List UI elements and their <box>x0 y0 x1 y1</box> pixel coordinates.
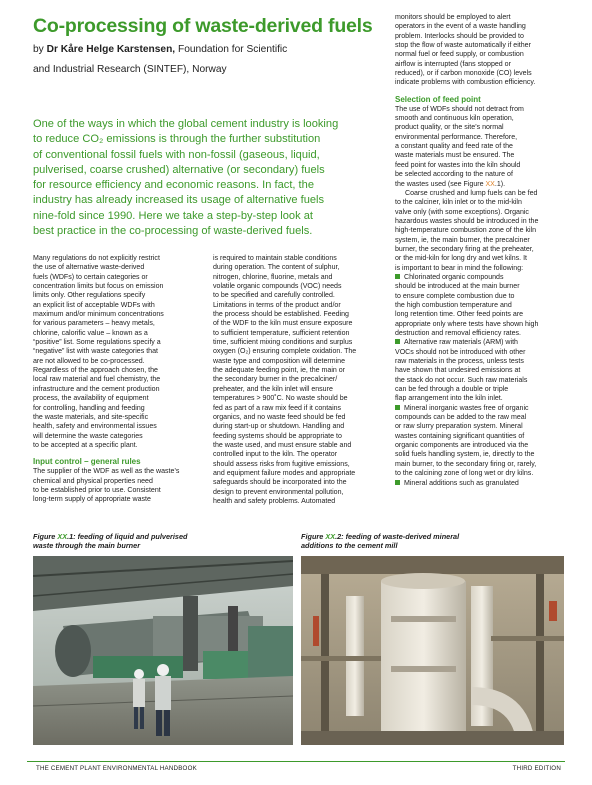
col2-line: Limitations in terms of the product and/or <box>213 301 341 309</box>
col1-line: limits only. Other regulations specify <box>33 292 146 300</box>
lead-line: pulverised, coarse crushed) alternative (or secondary) fuels <box>33 163 325 176</box>
col1-line: will determine the waste categories <box>33 432 143 440</box>
col3-b2-line: the stack do not occur. Such raw materials <box>395 376 528 384</box>
col2-line: volatile organic compounds (VOC) needs <box>213 283 342 291</box>
lead-line: of conventional fossil fuels with non-fossil (gaseous, liquid, <box>33 148 320 161</box>
col2-line: health and safety problems. Automated <box>213 497 336 505</box>
col1-line: for controlling, handling and feeding <box>33 404 145 412</box>
col3b-line: The use of WDFs should not detract from <box>395 105 524 113</box>
col2-line: during operation. The content of sulphur, <box>213 264 340 272</box>
column-3-body-c <box>395 189 570 273</box>
figure-1-text: .1: feeding of liquid and pulverised <box>67 532 188 541</box>
lead-line: industry has already increased its usage of alternative fuels <box>33 194 325 207</box>
col2-line: and equipment failure modes and appropriate <box>213 469 356 477</box>
col2-line: waste type and composition will determine <box>213 357 345 365</box>
col3b-line: feed point for wastes into the kiln should <box>395 161 521 169</box>
col2-line: is required to maintain stable conditions <box>213 255 337 262</box>
col2-line: time, sufficient mixing conditions and surplus <box>213 339 353 347</box>
figure-2-text-2: additions to the cement mill <box>301 541 398 550</box>
col2-line: fed as part of a raw mix feed if it contains <box>213 404 342 412</box>
col1-line: fuels (WDFs) to certain categories or <box>33 273 148 281</box>
col1-line: infrastructure and the cement production <box>33 385 160 393</box>
bullet-marker <box>395 339 400 344</box>
col1b-line: The supplier of the WDF as well as the waste’s <box>33 468 180 476</box>
col3c-line: Coarse crushed and lump fuels can be fed <box>405 189 538 197</box>
col3c-line: hazardous wastes should be introduced in the <box>395 217 539 225</box>
figure-2-number: XX <box>325 532 336 541</box>
article-title: Co-processing of waste-derived fuels <box>33 15 373 37</box>
col1-line: process, the availability of equipment <box>33 395 149 403</box>
col3b-line: smooth and continuous kiln operation, <box>395 115 514 123</box>
col2-line: nitrogen, chlorine, fluorine, metals and <box>213 273 333 281</box>
bullet-marker <box>395 480 400 485</box>
col3b-line: waste materials must be ensured. The <box>395 152 515 160</box>
lead-line: best practice in the co-processing of waste-derived fuels. <box>33 225 313 238</box>
col1b-line: to be established prior to use. Consistent <box>33 486 161 494</box>
figure-2-label: Figure <box>301 532 326 541</box>
col2-line: to be specified and carefully controlled. <box>213 292 335 300</box>
col3b-line: a constant quality and feed rate of the <box>395 143 513 151</box>
col1-line: for various parameters – heavy metals, <box>33 320 155 328</box>
col2-line: design to prevent environmental pollution, <box>213 488 344 496</box>
col1-line: an explicit list of acceptable WDFs with <box>33 301 155 309</box>
col2-line: organics, and no waste feed should be fed <box>213 413 346 421</box>
byline-line-1 <box>33 41 383 58</box>
col3c-line: high-temperature combustion zone of the kiln <box>395 227 537 235</box>
col3-b1-line: destruction and removal efficiency rates. <box>395 330 521 337</box>
figure-2-caption <box>301 532 561 550</box>
footer-left: THE CEMENT PLANT ENVIRONMENTAL HANDBOOK <box>36 765 197 772</box>
col2-line: of the WDF to the kiln must ensure exposure <box>213 320 353 328</box>
col1-line: local raw material and fuel chemistry, the <box>33 376 161 384</box>
column-2 <box>213 254 395 506</box>
col3-b2-line: raw materials in the process, unless tests <box>395 358 524 366</box>
column-3 <box>395 13 570 488</box>
col3a-line: operators in the event of a waste handling <box>395 23 526 31</box>
col2-line: controlled input to the kiln. The operator <box>213 451 338 459</box>
col2-line: preheater, and the kiln inlet will ensure <box>213 385 333 393</box>
col3-b2-line: flap arrangement into the kiln inlet. <box>395 395 503 403</box>
bullet-marker <box>395 274 400 279</box>
bullet-mineral-additions <box>395 479 570 488</box>
col3b-line: be selected according to the nature of <box>395 171 513 179</box>
col3a-line: reduced), or if carbon monoxide (CO) levels <box>395 70 532 78</box>
col2-line: the secondary burner in the precalciner/ <box>213 376 338 384</box>
lead-line: nine-fold since 1990. Here we take a step-by-step look at <box>33 209 313 222</box>
figure-1-caption <box>33 532 273 550</box>
figure-1-photo <box>33 556 293 745</box>
figure-2-text: .2: feeding of waste-derived mineral <box>335 532 460 541</box>
affiliation-2: and Industrial Research (SINTEF), Norway <box>33 64 227 75</box>
col1b-line: long-term supply of appropriate waste <box>33 496 151 504</box>
col3-b1-line: to ensure complete combustion due to <box>395 292 515 300</box>
col3-b3-line: compounds can be added to the raw meal <box>395 414 527 422</box>
col1-line: the waste materials, and site-specific <box>33 413 149 421</box>
col2-line: the waste used, and must ensure stable and <box>213 441 352 449</box>
col2-line: the process should be established. Feeding <box>213 311 349 319</box>
figure-2-photo <box>301 556 564 745</box>
col1-line: concentration limits but focus on emission <box>33 283 164 291</box>
col3c-line: system, ie, the main burner, the precalciner <box>395 236 530 244</box>
col3b-line: environmental performance. Therefore, <box>395 133 518 141</box>
col3-b3-line: solid fuels handling system, ie, directly to the <box>395 451 535 459</box>
col3-b3-line: Mineral inorganic wastes free of organic <box>395 404 570 413</box>
col1-line: maximum and/or minimum concentrations <box>33 311 164 319</box>
col1-line: Regardless of the approach chosen, the <box>33 367 158 375</box>
lead-line: for resource efficiency and economic reasons. In fact, the <box>33 179 314 192</box>
col3a-line: problem. Interlocks should be provided to <box>395 32 524 40</box>
bullet-marker <box>395 405 400 410</box>
col3a-line: indicate problems with combustion efficiency. <box>395 79 536 87</box>
col3b-line: product quality, or the site’s normal <box>395 124 504 132</box>
col2-line: feeding systems should be appropriate to <box>213 432 342 440</box>
column-1 <box>33 254 215 505</box>
col3-b3-line: or raw slurry preparation system. Mineral <box>395 423 523 431</box>
col3a-line: monitors should be employed to alert <box>395 14 511 21</box>
col3a-line: airflow is interrupted (fans stopped or <box>395 60 511 68</box>
col3-b1-line: should be introduced at the main burner <box>395 283 520 291</box>
col2-line: temperatures > 900˚C. No waste should be <box>213 395 348 403</box>
col1-line: the use of alternative waste-derived <box>33 264 145 272</box>
col3-b1-line: Chlorinated organic compounds <box>395 273 570 282</box>
section-heading-input-control: Input control – general rules <box>33 457 141 467</box>
byline-prefix: by <box>33 44 44 55</box>
col2-line: should assess risks from fugitive emissions, <box>213 460 350 468</box>
column-1-body <box>33 254 215 450</box>
col3b-line: the wastes used (see Figure XX.1). <box>395 180 506 188</box>
col3c-line: or the mid-kiln for long dry and wet kilns. It <box>395 255 527 263</box>
col1-line: are not allowed to be co-processed. <box>33 357 145 365</box>
col1-line: chlorine, calorific value – known as a <box>33 329 148 337</box>
column-3-body-a <box>395 13 570 88</box>
col3a-line: stop the flow of waste automatically if either <box>395 42 531 50</box>
col3-b1-line: the high combustion temperature and <box>395 301 512 309</box>
col3c-line: to the calciner, kiln inlet or to the mid-kiln <box>395 199 522 207</box>
lead-line: One of the ways in which the global cement industry is looking <box>33 118 339 130</box>
col1-line: “positive” list. Some regulations specify a <box>33 339 161 347</box>
col3-b2-line: can be fed through a double or triple <box>395 386 509 394</box>
col3c-line: burner, the secondary firing at the preheater, <box>395 245 534 253</box>
col3c-line: valve only (with some exceptions). Organic <box>395 208 529 216</box>
col2-line: safeguards should be incorporated into the <box>213 479 347 487</box>
col3-b3-line: wastes containing significant quantities of <box>395 432 525 440</box>
col3-b2-line: Alternative raw materials (ARM) with <box>395 338 570 347</box>
col1-line: health, safety and environmental issues <box>33 423 157 431</box>
column-1-body-b <box>33 467 215 504</box>
col2-line: to sufficient temperature, sufficient retention <box>213 329 350 337</box>
figure-1-text-2: waste through the main burner <box>33 541 141 550</box>
col3-b3-line: to the calcining zone of long wet or dry kilns. <box>395 470 534 478</box>
footer-rule <box>27 761 565 762</box>
col2-line: during start-up or shutdown. Handling and <box>213 423 345 431</box>
author-name: Dr Kåre Helge Karstensen, <box>46 44 176 55</box>
lead-line: to reduce CO₂ emissions is through the further substitution <box>33 133 321 146</box>
col3-b4-line: Mineral additions such as granulated <box>395 479 570 488</box>
col3-b2-line: VOCs should not be introduced with other <box>395 348 526 356</box>
col3-b3-line: main burner, to the secondary firing or, rarely, <box>395 460 537 468</box>
column-2-body <box>213 254 395 506</box>
col1-line: Many regulations do not explicitly restrict <box>33 255 160 262</box>
lead-paragraph <box>33 117 388 239</box>
col1b-line: chemical and physical properties need <box>33 477 153 485</box>
col3a-line: normal fuel or feed supply, or combustion <box>395 51 524 59</box>
col1-line: “negative” list with waste categories that <box>33 348 158 356</box>
affiliation-1: Foundation for Scientific <box>177 44 288 55</box>
column-3-body-b <box>395 105 570 189</box>
byline <box>33 41 383 78</box>
col3-b3-line: organic components are introduced via the <box>395 442 529 450</box>
figure-1-label: Figure <box>33 532 58 541</box>
figure-1-number: XX <box>57 532 68 541</box>
bullet-mineral-inorganic <box>395 404 570 479</box>
col1-line: to be accepted at a specific plant. <box>33 441 138 449</box>
col3c-line: is important to bear in mind the following: <box>395 264 524 272</box>
col3-b2-line: have shown that undesired emissions at <box>395 367 521 375</box>
section-heading-feed-point: Selection of feed point <box>395 94 481 104</box>
col3-b1-line: appropriate only where tests have shown high <box>395 320 539 328</box>
col2-line: oxygen (O₂) ensuring complete oxidation. The <box>213 348 357 356</box>
col2-line: the adequate feeding point, ie, the main or <box>213 367 346 375</box>
bullet-chlorinated <box>395 273 570 338</box>
footer-right: THIRD EDITION <box>512 765 561 772</box>
bullet-alternative-raw <box>395 338 570 403</box>
col3-b1-line: long retention time. Other feed points are <box>395 311 524 319</box>
